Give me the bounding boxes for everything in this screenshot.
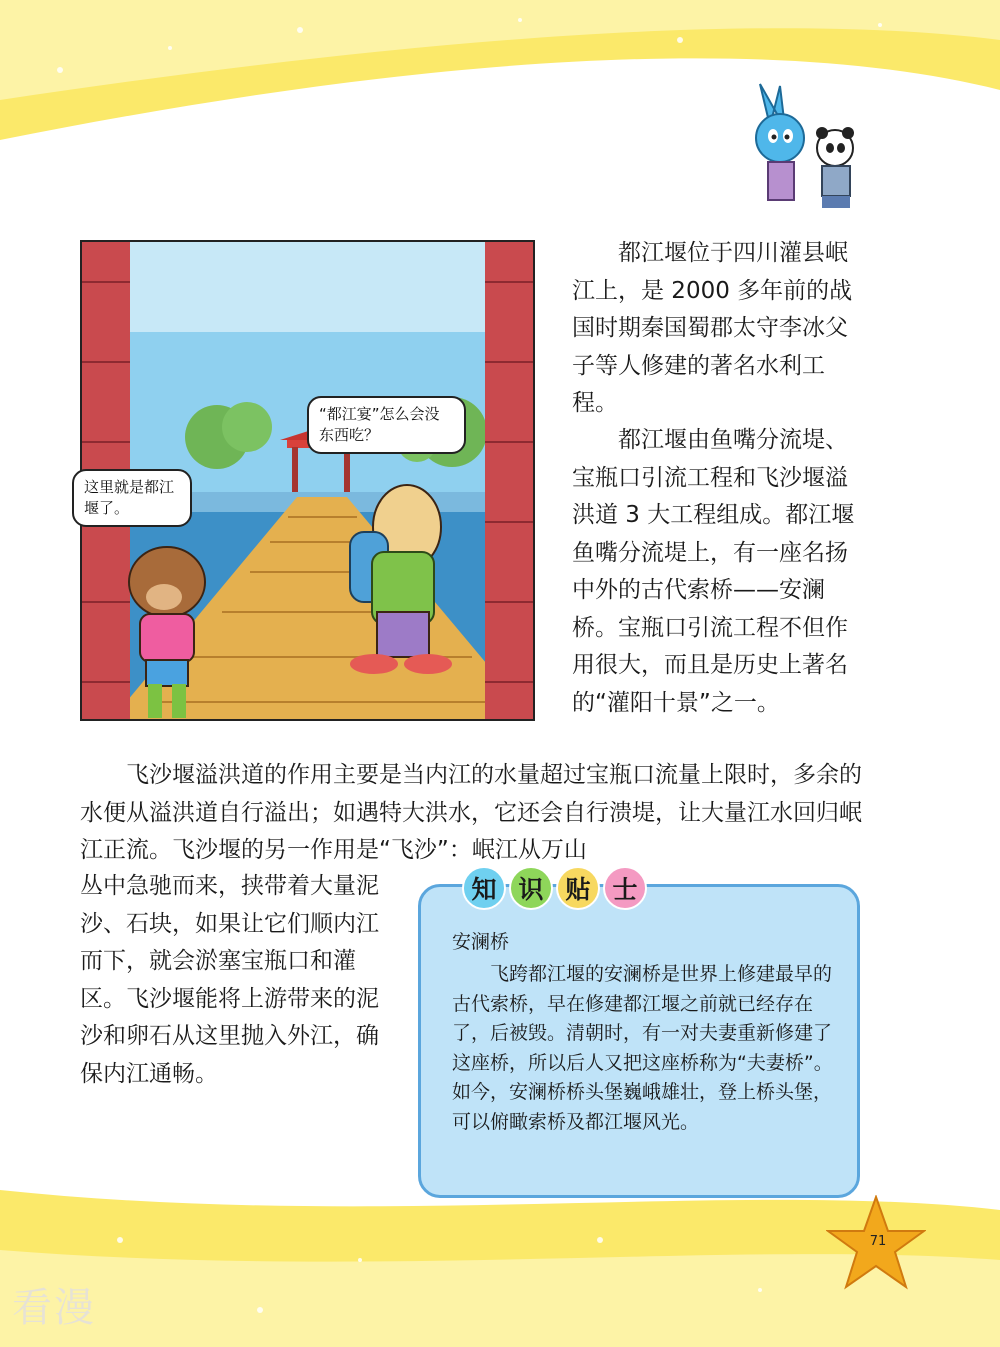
paragraph-intro: 都江堰位于四川灌县岷江上，是 2000 多年前的战国时期秦国蜀郡太守李冰父子等人修建的著名水利工程。 xyxy=(572,240,853,416)
paragraph-three-projects: 都江堰由鱼嘴分流堤、宝瓶口引流工程和飞沙堰溢洪道 3 大工程组成。都江堰鱼嘴分流堤上，有一座名扬中外的古代索桥——安澜桥。宝瓶口引流工程不但作用很大，而且是历史上著名的“灌阳十景”之一。 xyxy=(572,427,855,716)
tips-body: 飞跨都江堰的安澜桥是世界上修建最早的古代索桥，早在修建都江堰之前就已经存在了，后被毁。清朝时，有一对夫妻重新修建了这座桥，所以后人又把这座桥称为“夫妻桥”。如今，安澜桥桥头堡巍峨雄壮，登上桥头堡，可以俯瞰索桥及都江堰风光。 xyxy=(452,963,833,1133)
tips-heading: 安澜桥 xyxy=(452,931,510,953)
mascot-characters-illustration xyxy=(740,78,870,223)
speech-bubble-left: 这里就是都江堰了。 xyxy=(72,469,192,527)
tips-title-char: 知 xyxy=(462,866,506,910)
tips-title-char: 贴 xyxy=(556,866,600,910)
tips-title-char: 士 xyxy=(603,866,647,910)
page-number: 71 xyxy=(869,1234,887,1249)
speech-bubble-right: “都江宴”怎么会没东西吃？ xyxy=(307,396,466,454)
watermark: 看漫 xyxy=(12,1285,96,1331)
tips-title xyxy=(462,866,650,912)
paragraph-feishayan-continued: 丛中急驰而来，挟带着大量泥沙、石块，如果让它们顺内江而下，就会淤塞宝瓶口和灌区。飞沙堰能将上游带来的泥沙和卵石从这里抛入外江，确保内江通畅。 xyxy=(80,873,379,1087)
tips-title-char: 识 xyxy=(509,866,553,910)
paragraph-feishayan: 飞沙堰溢洪道的作用主要是当内江的水量超过宝瓶口流量上限时，多余的水便从溢洪道自行溢出；如遇特大洪水，它还会自行溃堤，让大量江水回归岷江正流。飞沙堰的另一作用是“飞沙”：岷江从万山 xyxy=(80,762,862,863)
